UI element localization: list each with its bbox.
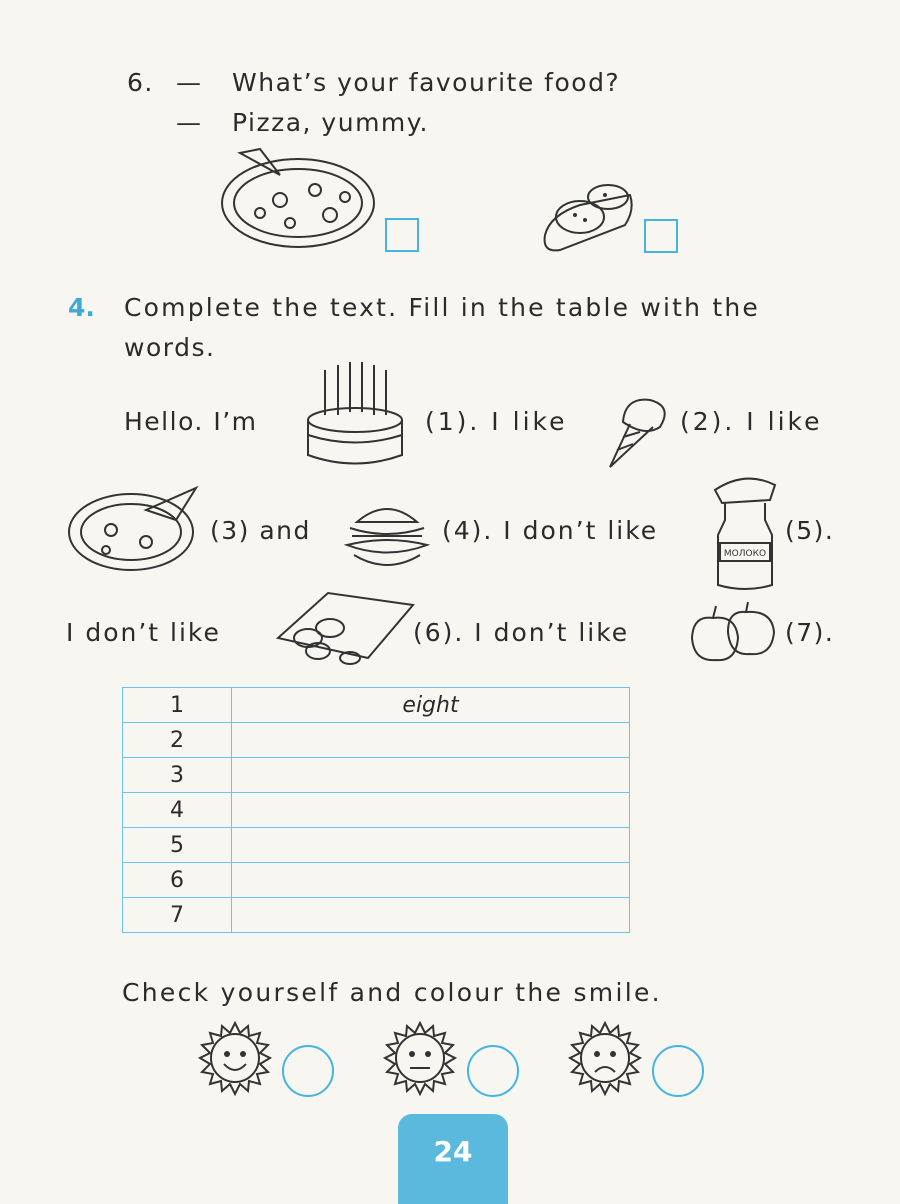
table-row (123, 863, 630, 898)
answer-cell[interactable] (232, 723, 630, 758)
text-blank-6: (6). I don’t like (413, 618, 630, 647)
sun-happy-icon (190, 1018, 280, 1098)
exercise-number: 4. (68, 293, 95, 322)
dialogue-dash: — (176, 68, 203, 97)
table-row (123, 898, 630, 933)
sausage-sandwich-icon (540, 175, 635, 255)
chips-bag-icon (268, 583, 418, 668)
smile-neutral-circle[interactable] (467, 1045, 519, 1097)
pizza-checkbox[interactable] (385, 218, 419, 252)
milk-label: МОЛОКО (723, 549, 767, 559)
text-blank-5: (5). (785, 516, 835, 545)
birthday-cake-icon (300, 360, 410, 470)
apples-icon (688, 600, 778, 665)
table-row (123, 828, 630, 863)
check-yourself-text: Check yourself and colour the smile. (122, 978, 662, 1007)
text-blank-7: (7). (785, 618, 835, 647)
text-blank-1: (1). I like (425, 407, 568, 436)
pizza-icon (66, 480, 206, 575)
page-number: 24 (398, 1114, 508, 1204)
answer-cell[interactable]: eight (232, 688, 630, 723)
sandwich-checkbox[interactable] (644, 219, 678, 253)
table-row (123, 723, 630, 758)
answer-cell[interactable] (232, 863, 630, 898)
row-number: 4 (123, 793, 232, 828)
row-number: 2 (123, 723, 232, 758)
text-blank-4: (4). I don’t like (442, 516, 659, 545)
text-hello: Hello. I’m (124, 407, 258, 436)
ice-cream-icon (605, 392, 675, 472)
row-number: 1 (123, 688, 232, 723)
pizza-icon (220, 145, 380, 255)
text-dont-like: I don’t like (66, 618, 221, 647)
text-blank-3: (3) and (210, 516, 311, 545)
item-number: 6. (127, 68, 154, 97)
answers-table (122, 687, 630, 933)
answer-cell[interactable] (232, 758, 630, 793)
exercise-instruction: Complete the text. Fill in the table with the (124, 293, 760, 322)
sun-sad-icon (560, 1018, 650, 1098)
row-number: 7 (123, 898, 232, 933)
milk-bottle-icon (710, 465, 780, 595)
answer-cell[interactable] (232, 898, 630, 933)
text-blank-2: (2). I like (680, 407, 823, 436)
answer-cell[interactable] (232, 793, 630, 828)
row-number: 6 (123, 863, 232, 898)
question-text: What’s your favourite food? (232, 68, 621, 97)
table-row (123, 688, 630, 723)
row-number: 3 (123, 758, 232, 793)
sun-neutral-icon (375, 1018, 465, 1098)
burger-icon (342, 500, 432, 575)
exercise-instruction-cont: words. (124, 333, 216, 362)
table-row (123, 793, 630, 828)
smile-happy-circle[interactable] (282, 1045, 334, 1097)
answer-cell[interactable] (232, 828, 630, 863)
answer-text: Pizza, yummy. (232, 108, 429, 137)
dialogue-dash: — (176, 108, 203, 137)
smile-sad-circle[interactable] (652, 1045, 704, 1097)
table-row (123, 758, 630, 793)
row-number: 5 (123, 828, 232, 863)
